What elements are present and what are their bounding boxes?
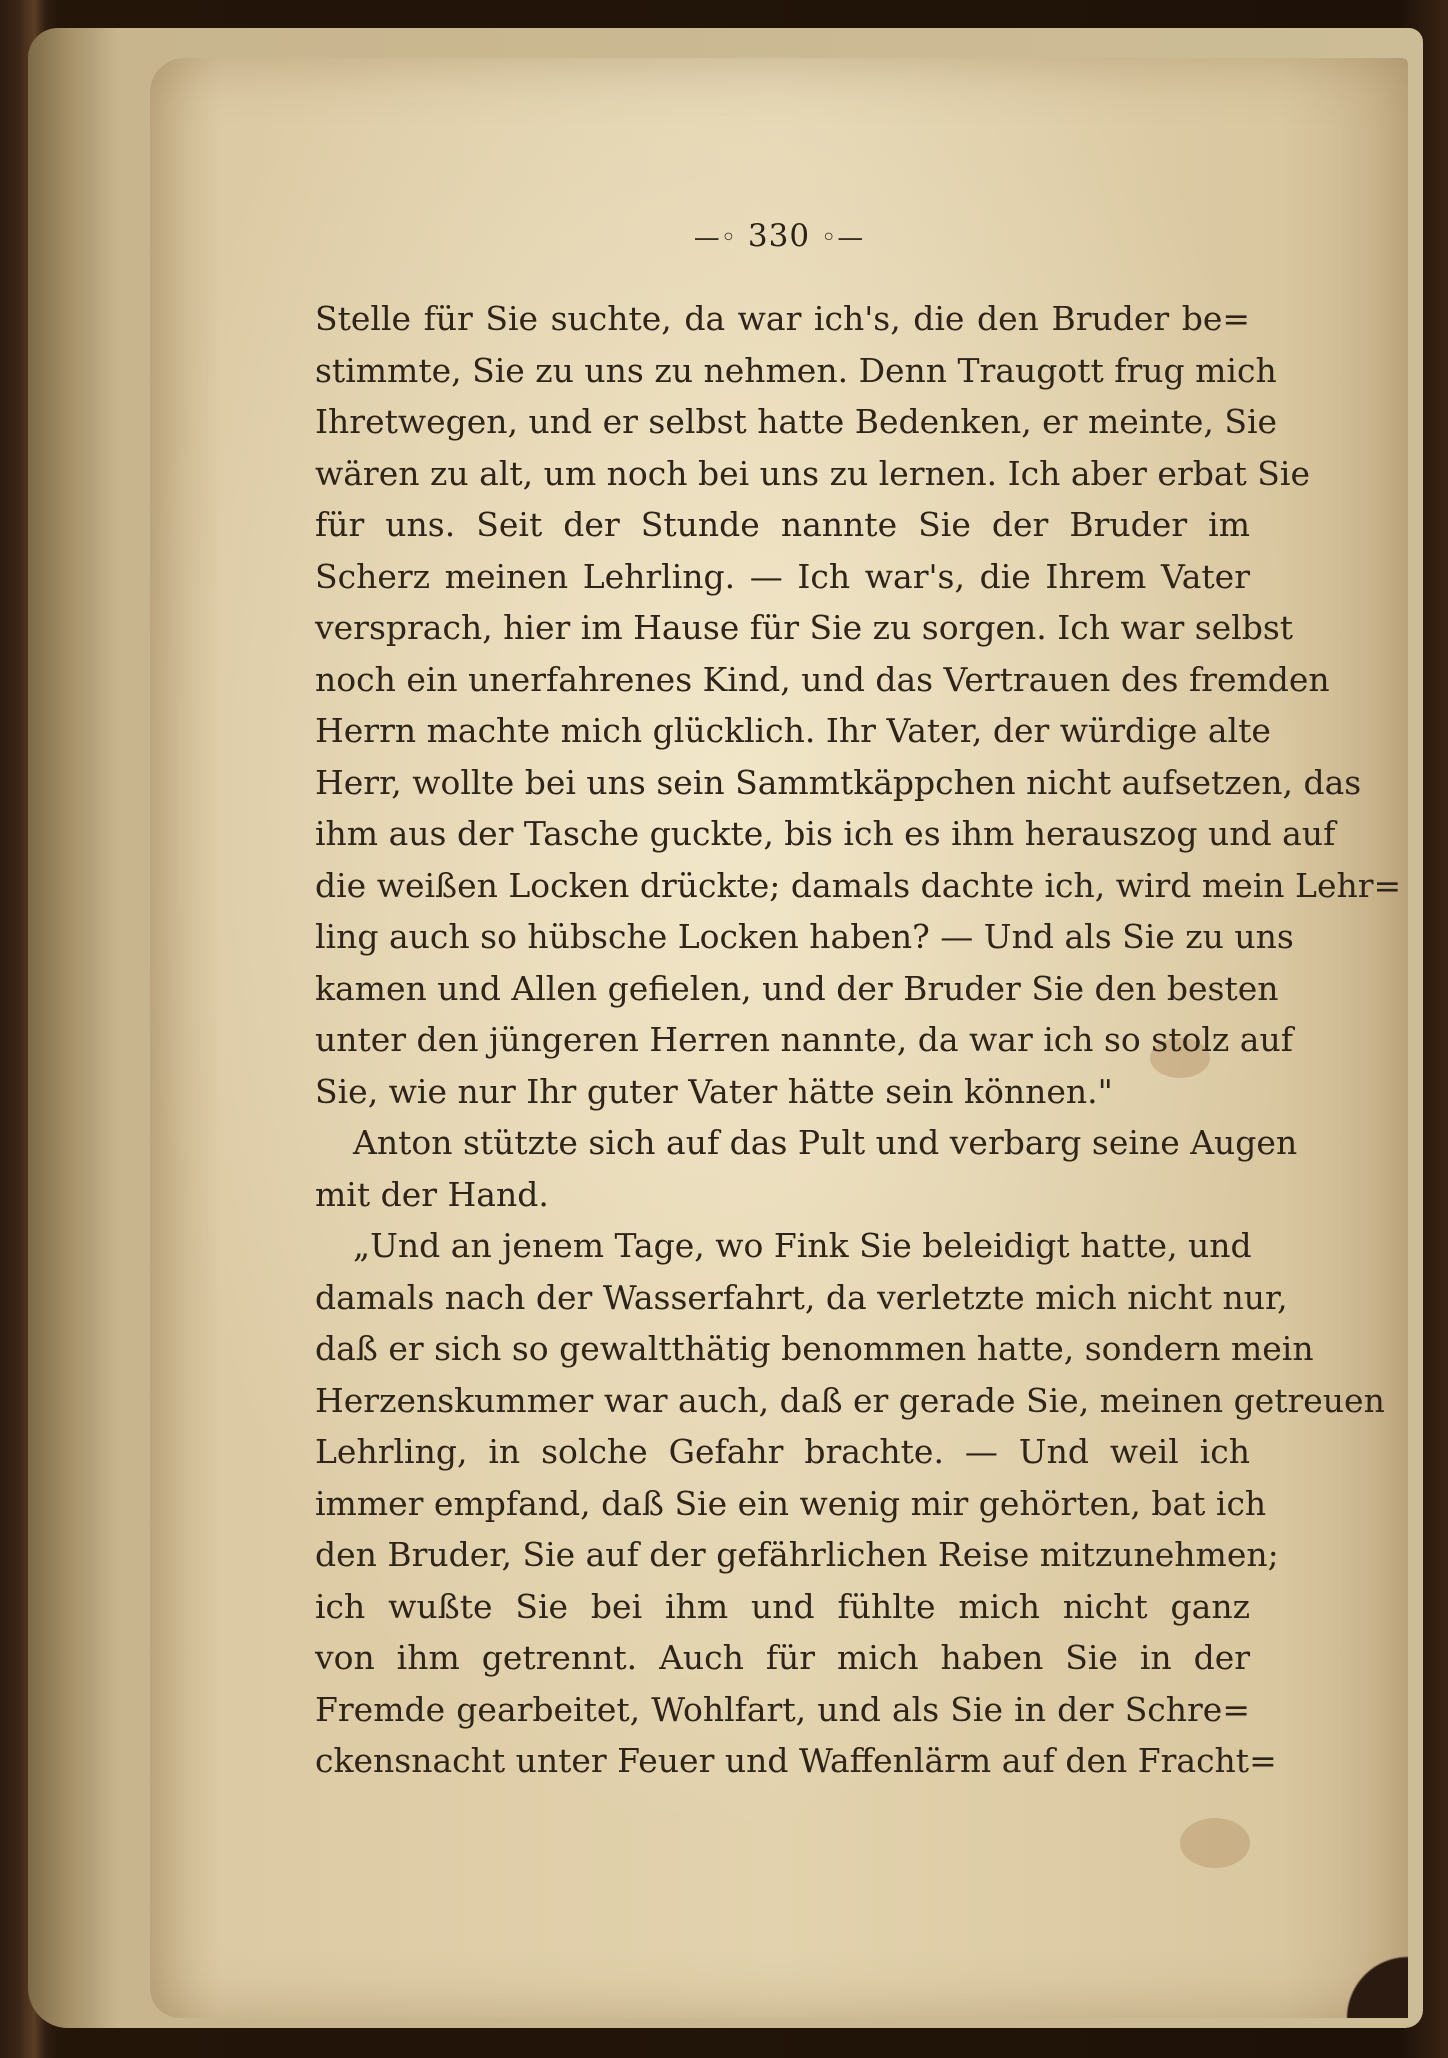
text-line: ling auch so hübsche Locken haben? — Und als Sie zu uns bbox=[315, 917, 1294, 956]
page-number-ornament-right: ◦— bbox=[820, 223, 865, 253]
text-line: die weißen Locken drückte; damals dachte ich, wird mein Lehr= bbox=[315, 865, 1402, 905]
text-line: daß er sich so gewaltthätig benommen hatte, sondern mein bbox=[315, 1329, 1314, 1368]
text-line: versprach, hier im Hause für Sie zu sorgen. Ich war selbst bbox=[315, 608, 1294, 647]
text-line: Ihretwegen, und er selbst hatte Bedenken, er meinte, Sie bbox=[315, 402, 1278, 441]
text-line: „Und an jenem Tage, wo Fink Sie beleidigt hatte, und bbox=[353, 1226, 1252, 1265]
text-line: Sie, wie nur Ihr guter Vater hätte sein können." bbox=[315, 1071, 1113, 1111]
body-text bbox=[315, 293, 1402, 1787]
text-line: ckensnacht unter Feuer und Waffenlärm auf den Fracht= bbox=[315, 1741, 1277, 1780]
text-line: unter den jüngeren Herren nannte, da war ich so stolz auf bbox=[315, 1020, 1293, 1059]
text-line: wären zu alt, um noch bei uns zu lernen. Ich aber erbat Sie bbox=[315, 453, 1310, 493]
text-line: Stelle für Sie suchte, da war ich's, die den Bruder be= bbox=[315, 299, 1250, 338]
text-line: Scherz meinen Lehrling. — Ich war's, die Ihrem Vater bbox=[315, 556, 1250, 596]
paper-stain bbox=[1180, 1818, 1250, 1868]
text-line: ihm aus der Tasche guckte, bis ich es ihm herauszog und auf bbox=[315, 814, 1336, 853]
page-number-ornament-left: —◦ bbox=[693, 223, 738, 253]
page-number: 330 bbox=[747, 218, 811, 254]
text-line: den Bruder, Sie auf der gefährlichen Reise mitzunehmen; bbox=[315, 1535, 1279, 1574]
text-line: immer empfand, daß Sie ein wenig mir gehörten, bat ich bbox=[315, 1483, 1267, 1523]
book-page bbox=[150, 58, 1408, 2018]
text-line: für uns. Seit der Stunde nannte Sie der Bruder im bbox=[315, 505, 1250, 544]
text-line: Anton stützte sich auf das Pult und verbarg seine Augen bbox=[353, 1123, 1298, 1162]
text-line: ich wußte Sie bei ihm und fühlte mich nicht ganz bbox=[315, 1586, 1250, 1626]
text-line: Lehrling, in solche Gefahr brachte. — Und weil ich bbox=[315, 1432, 1250, 1471]
text-line: damals nach der Wasserfahrt, da verletzte mich nicht nur, bbox=[315, 1277, 1288, 1317]
text-line: Herr, wollte bei uns sein Sammtkäppchen nicht aufsetzen, das bbox=[315, 762, 1362, 802]
torn-corner bbox=[1288, 1868, 1408, 2018]
text-line: stimmte, Sie zu uns zu nehmen. Denn Traugott frug mich bbox=[315, 350, 1277, 390]
text-line: noch ein unerfahrenes Kind, und das Vertrauen des fremden bbox=[315, 659, 1330, 699]
text-line: von ihm getrennt. Auch für mich haben Sie in der bbox=[315, 1638, 1250, 1677]
text-line: Fremde gearbeitet, Wohlfart, und als Sie in der Schre= bbox=[315, 1689, 1250, 1729]
text-line: Herrn machte mich glücklich. Ihr Vater, der würdige alte bbox=[315, 711, 1271, 750]
text-line: Herzenskummer war auch, daß er gerade Sie, meinen getreuen bbox=[315, 1380, 1385, 1420]
text-line: mit der Hand. bbox=[315, 1174, 549, 1214]
text-line: kamen und Allen gefielen, und der Bruder Sie den besten bbox=[315, 968, 1279, 1008]
page-number-header bbox=[150, 218, 1408, 254]
